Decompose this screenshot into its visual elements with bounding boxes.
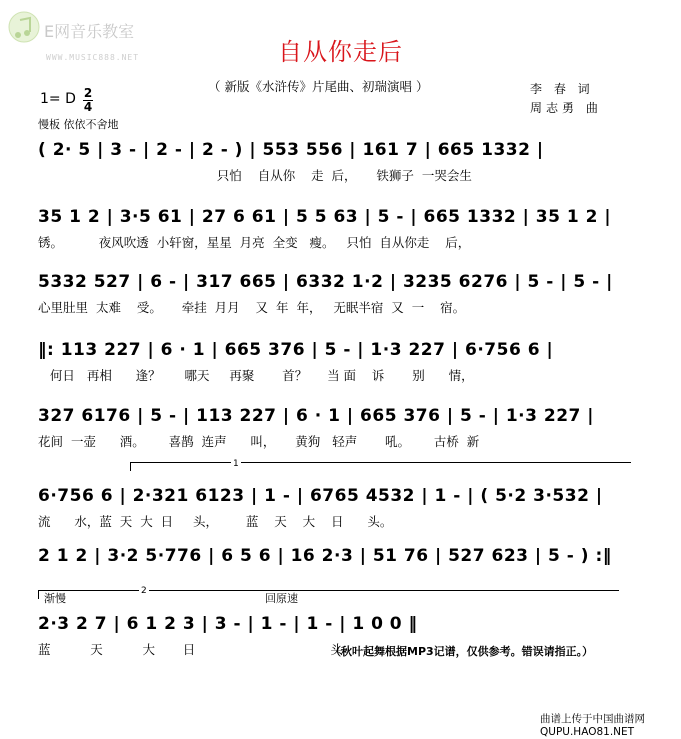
composer-credit: 周志勇 曲 <box>530 101 602 115</box>
watermark-site-name: E网音乐教室 <box>44 22 135 41</box>
volta-bracket-1 <box>130 459 631 471</box>
row-lyrics: 花间 一壶 酒。 喜鹊 连声 叫， 黄狗 轻声 吼。 古桥 新 <box>38 434 480 449</box>
a-tempo-marking: 回原速 <box>265 592 298 605</box>
volta-2-number: 2 <box>141 586 147 596</box>
watermark-url: WWW.MUSIC888.NET <box>46 53 140 62</box>
song-subtitle: （ 新版《水浒传》片尾曲、初瑞演唱 ） <box>208 79 429 94</box>
row-notes: 35 1 2 | 3·5 61 | 27 6 61 | 5 5 63 | 5 - | 665 1332 | 35 1 2 | <box>38 207 612 227</box>
volta-bracket-2 <box>38 586 619 599</box>
row-notes: 5332 527 | 6 - | 317 665 | 6332 1·2 | 3235 6276 | 5 - | 5 - | <box>38 272 613 292</box>
row-notes: 2·3 2 7 | 6 1 2 3 | 3 - | 1 - | 1 - | 1 0 0 ‖ <box>38 614 418 634</box>
row-lyrics: 何日 再相 逢？ 哪天 再聚 首？ 当 面 诉 别 情， <box>38 368 474 383</box>
tempo-marking: 慢板 依依不舍地 <box>38 118 119 131</box>
footer-line-2: QUPU.HAO81.NET <box>540 726 635 738</box>
lyricist-credit: 李 春 词 <box>530 82 594 96</box>
row-lyrics: 流 水，蓝 天 大 日 头， 蓝 天 大 日 头。 <box>38 514 393 529</box>
row-lyrics: 只怕 自从你 走 后， 铁狮子 一哭会生 <box>38 168 472 183</box>
row-lyrics: 蓝 天 大 日 头。 <box>38 642 356 657</box>
time-signature-bottom: 4 <box>83 100 93 114</box>
time-signature <box>83 88 93 113</box>
row-lyrics: 锈。 夜风吹透 小轩窗，星星 月亮 全变 瘦。 只怕 自从你走 后， <box>38 235 471 250</box>
transcription-note: （秋叶起舞根据MP3记谱，仅供参考。错误请指正。） <box>330 645 594 658</box>
song-title: 自从你走后 <box>278 38 403 66</box>
row-notes: ( 2· 5 | 3 - | 2 - | 2 - ) | 553 556 | 161 7 | 665 1332 | <box>38 140 544 160</box>
row-notes: 2 1 2 | 3·2 5·776 | 6 5 6 | 16 2·3 | 51 76 | 527 623 | 5 - ) :‖ <box>38 546 612 566</box>
volta-1-number: 1 <box>233 459 239 469</box>
row-lyrics: 心里肚里 太难 受。 牵挂 月月 又 年 年， 无眠半宿 又 一 宿。 <box>38 300 466 315</box>
footer-line-1: 曲谱上传于中国曲谱网 <box>540 713 645 725</box>
row-notes: ‖: 113 227 | 6 · 1 | 665 376 | 5 - | 1·3 227 | 6·756 6 | <box>38 340 554 360</box>
time-signature-top: 2 <box>83 86 93 100</box>
ritardando-marking: 渐慢 <box>44 592 66 605</box>
key-signature: 1= D <box>40 91 76 107</box>
upload-footer <box>540 713 645 739</box>
row-notes: 327 6176 | 5 - | 113 227 | 6 · 1 | 665 376 | 5 - | 1·3 227 | <box>38 406 594 426</box>
row-notes: 6·756 6 | 2·321 6123 | 1 - | 6765 4532 | 1 - | ( 5·2 3·532 | <box>38 486 603 506</box>
